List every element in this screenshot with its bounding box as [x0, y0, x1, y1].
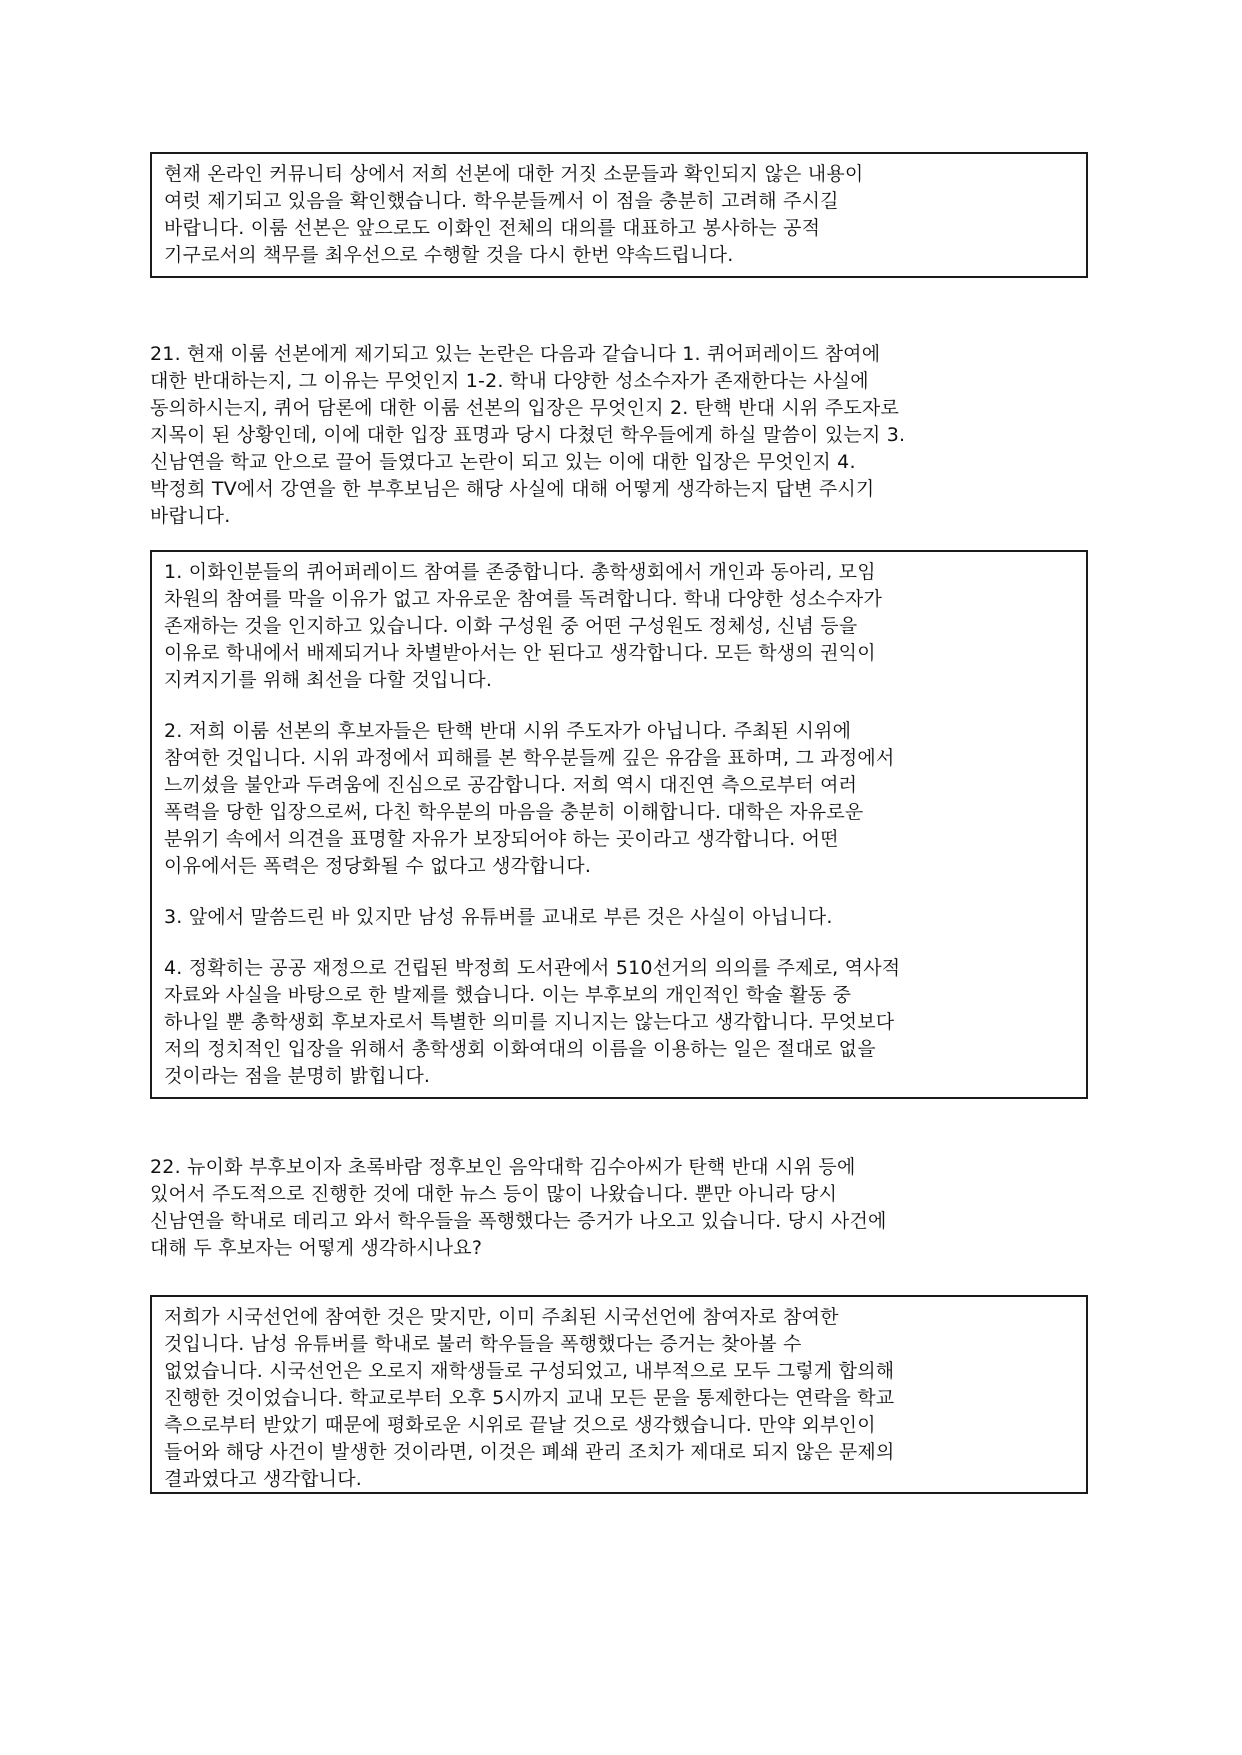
answer-line: 참여한 것입니다. 시위 과정에서 피해를 본 학우분들께 깊은 유감을 표하며, 그 과정에서 [164, 747, 895, 769]
answer-line: 차원의 참여를 막을 이유가 없고 자유로운 참여를 독려합니다. 학내 다양한 성소수자가 [164, 588, 883, 610]
answer-line: 저희가 시국선언에 참여한 것은 맞지만, 이미 주최된 시국선언에 참여자로 참여한 [164, 1306, 839, 1328]
answer-21-paragraph-4 [164, 955, 1074, 1090]
answer-line: 3. 앞에서 말씀드린 바 있지만 남성 유튜버를 교내로 부른 것은 사실이 아닙니다. [164, 906, 833, 928]
answer-line: 결과였다고 생각합니다. [164, 1468, 363, 1490]
answer-line: 측으로부터 받았기 때문에 평화로운 시위로 끝날 것으로 생각했습니다. 만약 외부인이 [164, 1414, 876, 1436]
answer-21-paragraph-2 [164, 718, 1074, 880]
answer-line: 이유에서든 폭력은 정당화될 수 없다고 생각합니다. [164, 855, 592, 877]
intro-line: 여럿 제기되고 있음을 확인했습니다. 학우분들께서 이 점을 충분히 고려해 주시길 [164, 190, 839, 212]
answer-21-box [150, 550, 1088, 1099]
intro-line: 기구로서의 책무를 최우선으로 수행할 것을 다시 한번 약속드립니다. [164, 244, 734, 266]
answer-line: 2. 저희 이룸 선본의 후보자들은 탄핵 반대 시위 주도자가 아닙니다. 주최된 시위에 [164, 720, 852, 742]
answer-line: 자료와 사실을 바탕으로 한 발제를 했습니다. 이는 부후보의 개인적인 학술 활동 중 [164, 984, 852, 1006]
answer-line: 지켜지기를 위해 최선을 다할 것입니다. [164, 669, 493, 691]
question-line: 있어서 주도적으로 진행한 것에 대한 뉴스 등이 많이 나왔습니다. 뿐만 아니라 당시 [150, 1183, 838, 1205]
question-line: 신남연을 학내로 데리고 와서 학우들을 폭행했다는 증거가 나오고 있습니다. 당시 사건에 [150, 1210, 887, 1232]
answer-line: 분위기 속에서 의견을 표명할 자유가 보장되어야 하는 곳이라고 생각합니다. 어떤 [164, 828, 839, 850]
question-line: 22. 뉴이화 부후보이자 초록바람 정후보인 음악대학 김수아씨가 탄핵 반대 시위 등에 [150, 1156, 856, 1178]
question-line: 바랍니다. [150, 505, 231, 527]
answer-line: 하나일 뿐 총학생회 후보자로서 특별한 의미를 지니지는 않는다고 생각합니다. 무엇보다 [164, 1011, 895, 1033]
answer-line: 1. 이화인분들의 퀴어퍼레이드 참여를 존중합니다. 총학생회에서 개인과 동아리, 모임 [164, 561, 876, 583]
answer-line: 4. 정확히는 공공 재정으로 건립된 박정희 도서관에서 510선거의 의의를 주제로, 역사적 [164, 957, 901, 979]
answer-line: 진행한 것이었습니다. 학교로부터 오후 5시까지 교내 모든 문을 통제한다는 연락을 학교 [164, 1387, 895, 1409]
answer-line: 것입니다. 남성 유튜버를 학내로 불러 학우들을 폭행했다는 증거는 찾아볼 수 [164, 1333, 802, 1355]
question-line: 대한 반대하는지, 그 이유는 무엇인지 1-2. 학내 다양한 성소수자가 존재한다는 사실에 [150, 370, 869, 392]
answer-21-paragraph-3 [164, 904, 1074, 931]
question-21 [150, 341, 1110, 530]
question-line: 박정희 TV에서 강연을 한 부후보님은 해당 사실에 대해 어떻게 생각하는지 답변 주시기 [150, 478, 875, 500]
paragraph-gap [164, 931, 1074, 955]
intro-statement-box [150, 152, 1088, 278]
question-line: 신남연을 학교 안으로 끌어 들였다고 논란이 되고 있는 이에 대한 입장은 무엇인지 4. [150, 451, 856, 473]
answer-line: 들어와 해당 사건이 발생한 것이라면, 이것은 폐쇄 관리 조치가 제대로 되지 않은 문제의 [164, 1441, 895, 1463]
answer-line: 것이라는 점을 분명히 밝힙니다. [164, 1065, 431, 1087]
paragraph-gap [164, 694, 1074, 718]
answer-21-paragraph-1 [164, 559, 1074, 694]
question-line: 동의하시는지, 퀴어 담론에 대한 이룸 선본의 입장은 무엇인지 2. 탄핵 반대 시위 주도자로 [150, 397, 900, 419]
answer-line: 저의 정치적인 입장을 위해서 총학생회 이화여대의 이름을 이용하는 일은 절대로 없을 [164, 1038, 876, 1060]
answer-line: 없었습니다. 시국선언은 오로지 재학생들로 구성되었고, 내부적으로 모두 그렇게 합의해 [164, 1360, 895, 1382]
question-22 [150, 1154, 1110, 1262]
question-line: 21. 현재 이룸 선본에게 제기되고 있는 논란은 다음과 같습니다 1. 퀴어퍼레이드 참여에 [150, 343, 881, 365]
paragraph-gap [164, 880, 1074, 904]
answer-line: 느끼셨을 불안과 두려움에 진심으로 공감합니다. 저희 역시 대진연 측으로부터 여러 [164, 774, 858, 796]
answer-line: 폭력을 당한 입장으로써, 다친 학우분의 마음을 충분히 이해합니다. 대학은 자유로운 [164, 801, 864, 823]
question-line: 대해 두 후보자는 어떻게 생각하시나요? [150, 1237, 483, 1259]
intro-line: 현재 온라인 커뮤니티 상에서 저희 선본에 대한 거짓 소문들과 확인되지 않은 내용이 [164, 163, 864, 185]
question-line: 지목이 된 상황인데, 이에 대한 입장 표명과 당시 다쳤던 학우들에게 하실 말씀이 있는지 3. [150, 424, 906, 446]
answer-22-box [150, 1295, 1088, 1494]
answer-line: 이유로 학내에서 배제되거나 차별받아서는 안 된다고 생각합니다. 모든 학생의 권익이 [164, 642, 876, 664]
intro-line: 바랍니다. 이룸 선본은 앞으로도 이화인 전체의 대의를 대표하고 봉사하는 공적 [164, 217, 821, 239]
answer-line: 존재하는 것을 인지하고 있습니다. 이화 구성원 중 어떤 구성원도 정체성, 신념 등을 [164, 615, 858, 637]
